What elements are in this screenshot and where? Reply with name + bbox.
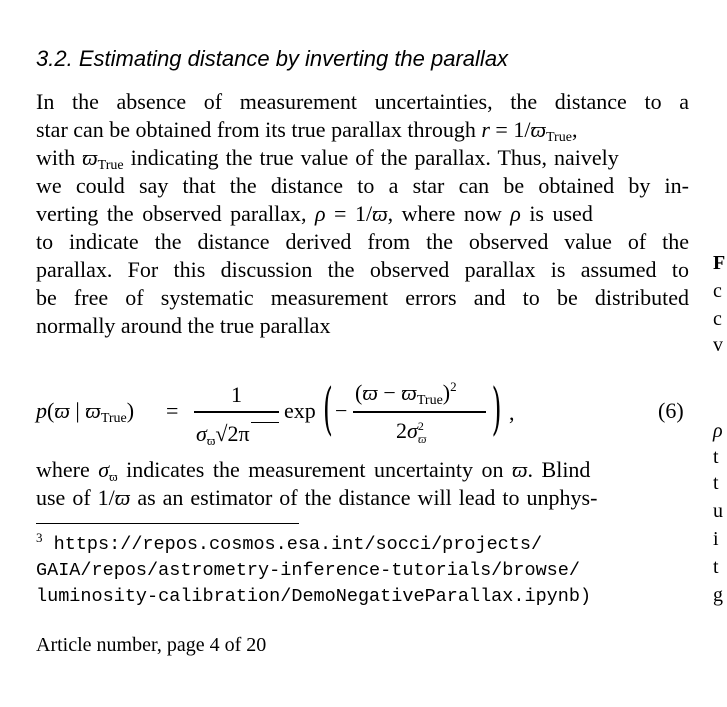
right-column-fragment: i (713, 528, 719, 550)
footnote-rule (36, 523, 299, 524)
footnote-mark: 3 (36, 530, 43, 545)
paragraph-line: star can be obtained from its true parallax through r = 1/ϖTrue, (36, 117, 578, 144)
sqrt-overbar (251, 422, 279, 423)
exp-denominator: $2\sigma^2$ (396, 418, 424, 443)
right-column-fragment: F (713, 252, 726, 274)
paragraph-line: In the absence of measurement uncertainties, the distance to a (36, 89, 689, 114)
section-title: Estimating distance by inverting the parallax (78, 46, 509, 71)
right-column-fragment: v (713, 334, 723, 356)
big-right-paren: ( (491, 377, 502, 442)
right-column-fragment: c (713, 280, 722, 302)
paragraph-line: to indicate the distance derived from the observed value of the (36, 229, 689, 254)
section-heading (36, 44, 508, 74)
paragraph-line: verting the observed parallax, ρ = 1/ϖ, where now ρ is used (36, 201, 593, 226)
equation-equals: = (166, 398, 179, 423)
big-left-paren: ( (323, 377, 333, 442)
paragraph-line: use of 1/ϖ as an estimator of the distance will lead to unphys- (36, 485, 598, 510)
fraction-numerator: 1 (231, 382, 242, 407)
paragraph-line: with ϖTrue indicating the true value of the parallax. Thus, naively (36, 145, 619, 172)
right-column-fragment: g (713, 584, 723, 606)
exp-numerator: (ϖ − ϖTrue)$^2$ (355, 379, 457, 408)
paragraph-line: normally around the true parallax (36, 313, 331, 338)
page-footer: Article number, page 4 of 20 (36, 634, 267, 656)
paragraph-line: be free of systematic measurement errors and to be distributed (36, 285, 689, 310)
equation-number: (6) (658, 398, 684, 423)
footnote-line (36, 532, 656, 558)
exp-function: exp (284, 398, 316, 423)
right-column-fragment: c (713, 308, 722, 330)
section-number: 3.2. (36, 46, 73, 71)
fraction-bar (194, 411, 279, 413)
right-column-fragment: t (713, 446, 719, 468)
footnote-url-part[interactable]: https://repos.cosmos.esa.int/socci/projects/ (53, 534, 543, 555)
right-column-fragment: t (713, 472, 719, 494)
footnote-line[interactable]: GAIA/repos/astrometry-inference-tutorials/browse/ (36, 560, 580, 581)
equation-lhs: p(ϖ | ϖTrue) (36, 398, 135, 426)
fraction-denominator: σϖ√2π (196, 421, 250, 448)
paragraph-line: parallax. For this discussion the observed parallax is assumed to (36, 257, 689, 282)
equation-comma: , (509, 400, 515, 425)
footnote-line[interactable]: luminosity-calibration/DemoNegativeParallax.ipynb) (36, 586, 592, 607)
right-column-fragment: t (713, 556, 719, 578)
right-column-fragment: ρ (713, 420, 723, 442)
exp-denominator-sub: ϖ (418, 432, 427, 446)
right-column-fragment: u (713, 500, 723, 522)
equation-minus: − (335, 398, 348, 423)
exp-fraction-bar (353, 411, 486, 413)
paragraph-line: where σϖ indicates the measurement uncertainty on ϖ. Blind (36, 457, 591, 484)
paragraph-line: we could say that the distance to a star can be obtained by in- (36, 173, 689, 198)
